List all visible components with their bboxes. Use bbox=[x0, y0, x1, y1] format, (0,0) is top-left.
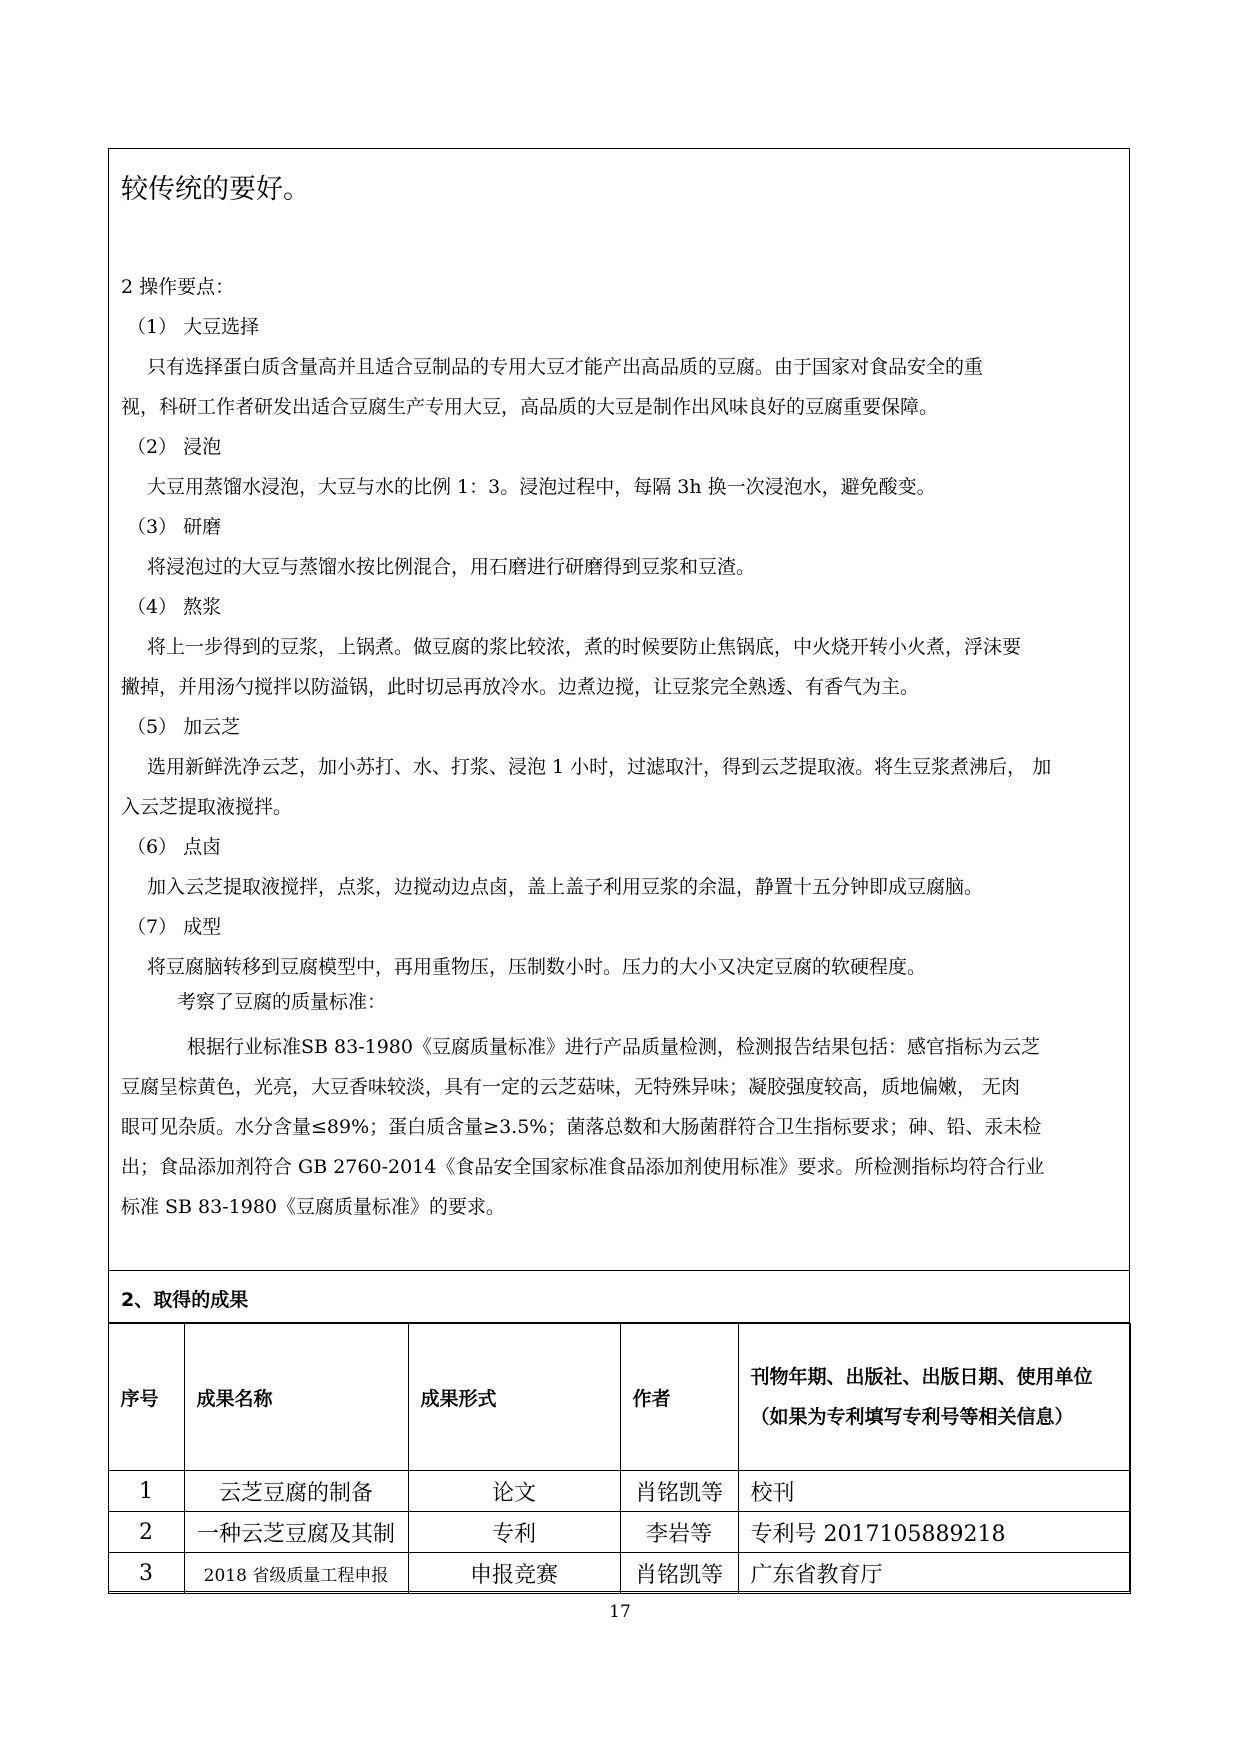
table-header-row bbox=[108, 1324, 1130, 1471]
lead-line: 较传统的要好。 bbox=[121, 174, 310, 205]
step-title: （3） 研磨 bbox=[127, 516, 222, 538]
step-line: 只有选择蛋白质含量高并且适合豆制品的专用大豆才能产出高品质的豆腐。由于国家对食品安全的重 bbox=[147, 356, 984, 378]
column-header: 成果名称 bbox=[184, 1324, 408, 1471]
result-name: 2018 省级质量工程申报 bbox=[184, 1553, 408, 1594]
process-cell bbox=[109, 149, 1129, 1271]
column-header: 序号 bbox=[108, 1324, 184, 1471]
page-number: 17 bbox=[609, 1602, 631, 1622]
step-title: （1） 大豆选择 bbox=[127, 316, 260, 338]
quality-line: 标准 SB 83-1980《豆腐质量标准》的要求。 bbox=[121, 1196, 506, 1218]
step-title: （7） 成型 bbox=[127, 916, 222, 938]
result-info: 广东省教育厅 bbox=[738, 1553, 1130, 1594]
result-info: 校刊 bbox=[738, 1471, 1130, 1512]
step-line: 大豆用蒸馏水浸泡，大豆与水的比例 1：3。浸泡过程中，每隔 3h 换一次浸泡水，避免酸变。 bbox=[147, 476, 936, 498]
step-line: 撇掉，并用汤勺搅拌以防溢锅，此时切忌再放冷水。边煮边搅，让豆浆完全熟透、有香气为主。 bbox=[121, 676, 920, 698]
row-number: 2 bbox=[108, 1512, 184, 1553]
step-title: （6） 点卤 bbox=[127, 836, 222, 858]
row-number: 1 bbox=[108, 1471, 184, 1512]
column-header: 刊物年期、出版社、出版日期、使用单位（如果为专利填写专利号等相关信息） bbox=[738, 1324, 1130, 1471]
result-form: 申报竞赛 bbox=[408, 1553, 620, 1594]
quality-line: 根据行业标准SB 83-1980《豆腐质量标准》进行产品质量检测，检测报告结果包括：感官指标为云芝 bbox=[187, 1036, 1040, 1058]
step-title: （4） 熬浆 bbox=[127, 596, 222, 618]
table-row bbox=[108, 1471, 1130, 1512]
step-line: 入云芝提取液搅拌。 bbox=[121, 796, 293, 818]
results-table bbox=[108, 1323, 1131, 1594]
results-heading: 2、取得的成果 bbox=[109, 1271, 1129, 1323]
process-text bbox=[121, 267, 1121, 1227]
table-row bbox=[108, 1553, 1130, 1594]
step-line: 加入云芝提取液搅拌，点浆，边搅动边点卤，盖上盖子利用豆浆的余温，静置十五分钟即成豆腐脑。 bbox=[147, 876, 984, 898]
step-title: （5） 加云芝 bbox=[127, 716, 241, 738]
quality-line: 豆腐呈棕黄色，光亮，大豆香味较淡，具有一定的云芝菇味，无特殊异味；凝胶强度较高，质地偏嫩， 无肉 bbox=[121, 1076, 1021, 1098]
quality-line: 眼可见杂质。水分含量≤89%；蛋白质含量≥3.5%；菌落总数和大肠菌群符合卫生指标要求；砷、铅、汞未检 bbox=[121, 1116, 1042, 1138]
result-author: 李岩等 bbox=[620, 1512, 738, 1553]
quality-heading: 考察了豆腐的质量标准： bbox=[177, 991, 387, 1013]
result-name: 一种云芝豆腐及其制 bbox=[184, 1512, 408, 1553]
step-title: （2） 浸泡 bbox=[127, 436, 222, 458]
result-author: 肖铭凯等 bbox=[620, 1553, 738, 1594]
step-line: 将上一步得到的豆浆，上锅煮。做豆腐的浆比较浓，煮的时候要防止焦锅底，中火烧开转小火煮，浮沫要 bbox=[147, 636, 1022, 658]
result-info: 专利号 2017105889218 bbox=[738, 1512, 1130, 1553]
step-line: 将豆腐脑转移到豆腐模型中，再用重物压，压制数小时。压力的大小又决定豆腐的软硬程度。 bbox=[147, 956, 927, 978]
step-line: 将浸泡过的大豆与蒸馏水按比例混合，用石磨进行研磨得到豆浆和豆渣。 bbox=[147, 556, 756, 578]
column-header: 成果形式 bbox=[408, 1324, 620, 1471]
section-heading: 2 操作要点： bbox=[121, 276, 235, 298]
step-line: 视，科研工作者研发出适合豆腐生产专用大豆，高品质的大豆是制作出风味良好的豆腐重要保障。 bbox=[121, 396, 939, 418]
table-row bbox=[108, 1512, 1130, 1553]
result-form: 论文 bbox=[408, 1471, 620, 1512]
result-name: 云芝豆腐的制备 bbox=[184, 1471, 408, 1512]
content-frame bbox=[108, 148, 1130, 1592]
result-author: 肖铭凯等 bbox=[620, 1471, 738, 1512]
quality-line: 出；食品添加剂符合 GB 2760-2014《食品安全国家标准食品添加剂使用标准》要求。所检测指标均符合行业 bbox=[121, 1156, 1045, 1178]
row-number: 3 bbox=[108, 1553, 184, 1594]
result-form: 专利 bbox=[408, 1512, 620, 1553]
step-line: 选用新鲜洗净云芝，加小苏打、水、打浆、浸泡 1 小时，过滤取汁，得到云芝提取液。将生豆浆煮沸后， 加 bbox=[147, 756, 1052, 778]
column-header: 作者 bbox=[620, 1324, 738, 1471]
